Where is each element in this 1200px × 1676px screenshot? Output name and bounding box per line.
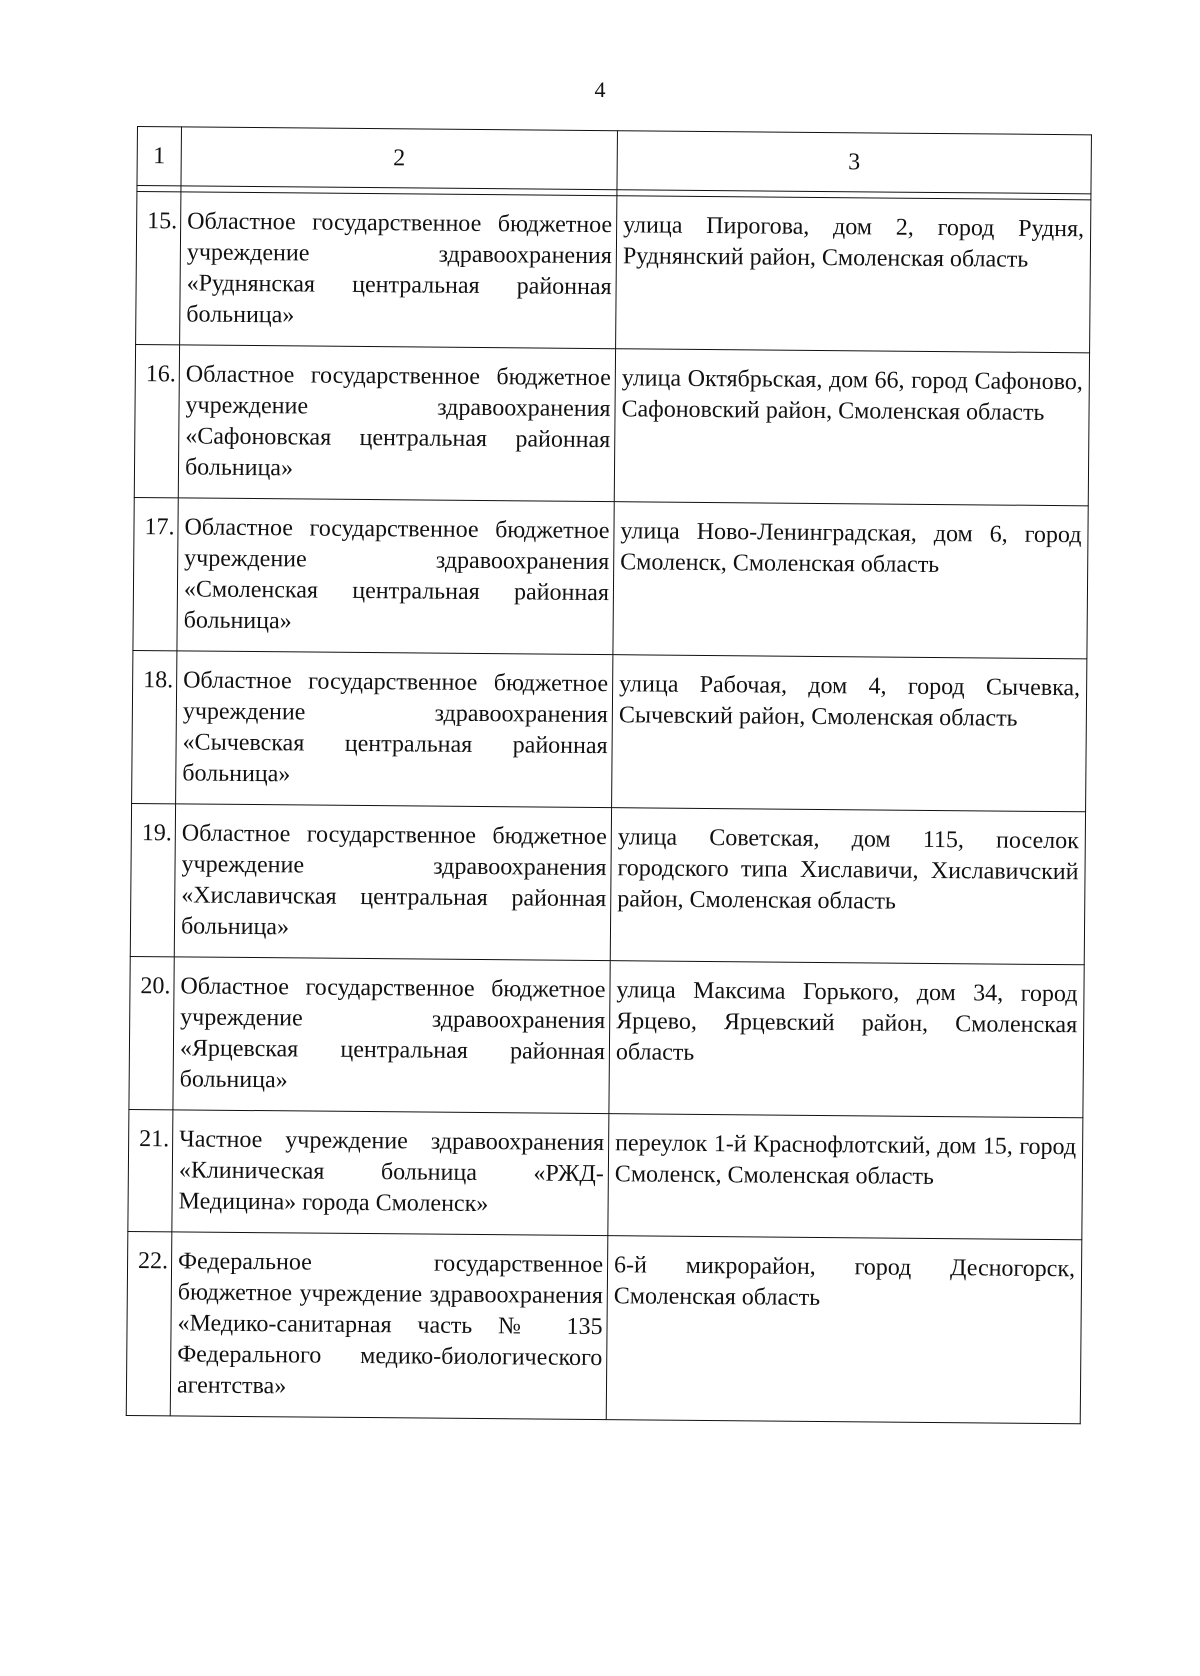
institution-address: переулок 1-й Краснофлотский, дом 15, город Смоленск, Смоленская область (608, 1114, 1083, 1240)
table-row (128, 1109, 1083, 1239)
institution-address: улица Пирогова, дом 2, город Рудня, Руднянский район, Смоленская область (616, 196, 1091, 353)
page-number: 4 (594, 77, 606, 102)
table-row (136, 192, 1091, 353)
row-number: 15. (136, 192, 181, 345)
table-row (130, 803, 1085, 964)
institution-name: Частное учреждение здравоохранения «Клиническая больница «РЖД-Медицина» города Смоленск» (172, 1110, 609, 1236)
institution-address: улица Советская, дом 115, поселок городского типа Хиславичи, Хиславичский район, Смоленская область (610, 808, 1085, 965)
institution-address: улица Ново-Ленинградская, дом 6, город Смоленск, Смоленская область (613, 502, 1088, 659)
table-row (129, 956, 1084, 1117)
institution-name: Областное государственное бюджетное учреждение здравоохранения «Сафоновская центральная районная больница» (178, 345, 615, 502)
table-row (132, 650, 1087, 811)
row-number: 22. (126, 1231, 172, 1415)
row-number: 18. (132, 650, 177, 803)
column-header-3: 3 (617, 131, 1091, 194)
institution-name: Областное государственное бюджетное учреждение здравоохранения «Ярцевская центральная районная больница» (173, 957, 610, 1114)
institution-name: Областное государственное бюджетное учреждение здравоохранения «Сычевская центральная районная больница» (176, 651, 613, 808)
institution-name: Федеральное государственное бюджетное учреждение здравоохранения «Медико-санитарная часть № 135 Федерального медико-биологического агентства» (170, 1232, 608, 1420)
row-number: 21. (128, 1109, 173, 1231)
institution-address: улица Октябрьская, дом 66, город Сафоново, Сафоновский район, Смоленская область (614, 349, 1089, 506)
institution-address: улица Рабочая, дом 4, город Сычевка, Сычевский район, Смоленская область (612, 655, 1087, 812)
table-row (126, 1231, 1082, 1423)
table-row (134, 344, 1089, 505)
institution-address: 6-й микрорайон, город Десногорск, Смоленская область (606, 1236, 1082, 1424)
table-row (133, 497, 1088, 658)
institution-name: Областное государственное бюджетное учреждение здравоохранения «Хиславичская центральная районная больница» (174, 804, 611, 961)
table-header-row (137, 127, 1091, 194)
column-header-1: 1 (137, 127, 182, 186)
row-number: 20. (129, 956, 174, 1109)
institution-name: Областное государственное бюджетное учреждение здравоохранения «Руднянская центральная районная больница» (180, 192, 617, 349)
institution-name: Областное государственное бюджетное учреждение здравоохранения «Смоленская центральная районная больница» (177, 498, 614, 655)
institution-address: улица Максима Горького, дом 34, город Ярцево, Ярцевский район, Смоленская область (609, 961, 1084, 1118)
row-number: 19. (130, 803, 175, 956)
column-header-2: 2 (181, 127, 617, 190)
row-number: 16. (134, 344, 179, 497)
facilities-table (126, 126, 1092, 1424)
row-number: 17. (133, 497, 178, 650)
